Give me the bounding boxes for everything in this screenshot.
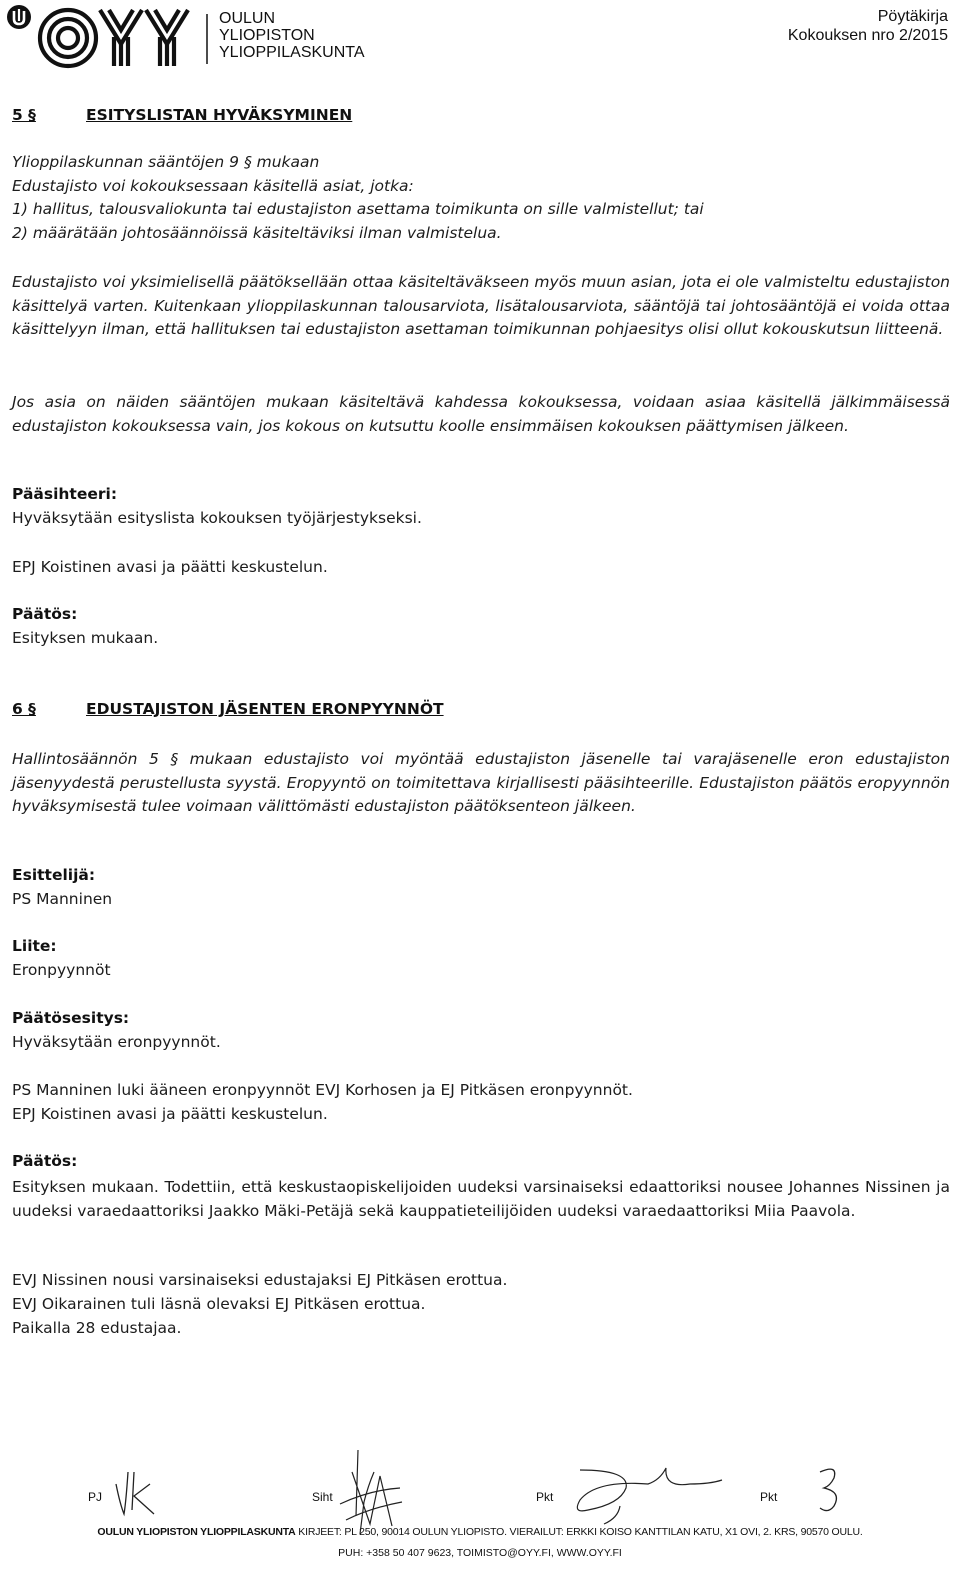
footer-org: OULUN YLIOPISTON YLIOPPILASKUNTA xyxy=(97,1526,296,1538)
minutes-note: EVJ Nissinen nousi varsinaiseksi edustajaksi EJ Pitkäsen erottua. xyxy=(12,1271,508,1289)
decision-label: Päätös: xyxy=(12,605,78,623)
logo-line-2: YLIOPISTON xyxy=(219,27,315,44)
decision-label: Päätös: xyxy=(12,1152,78,1170)
logo-line-1: OULUN xyxy=(219,10,276,27)
signature-pkt-1 xyxy=(560,1462,730,1532)
signature-label-pj: PJ xyxy=(88,1490,103,1504)
footer-address xyxy=(0,1526,960,1538)
signature-pkt-2 xyxy=(812,1462,852,1522)
signature-label-siht: Siht xyxy=(312,1490,333,1504)
proposal-text: Hyväksytään esityslista kokouksen työjärjestykseksi. xyxy=(12,509,422,527)
footer-address-text: KIRJEET: PL 250, 90014 OULUN YLIOPISTO. VIERAILUT: ERKKI KOISO KANTTILAN KATU, X1 OVI, 2. KRS, 90570 OULU. xyxy=(298,1526,863,1538)
decision-text: Esityksen mukaan. xyxy=(12,629,159,647)
signature-label-pkt-2: Pkt xyxy=(760,1490,778,1504)
section-6-intro: Hallintosäännön 5 § mukaan edustajisto voi myöntää edustajiston jäsenelle tai varajäsenelle eron edustajiston jäsenyydestä perustellusta syystä. Eropyyntö on toimitettava kirjallisesti pääsihteerille. Edustajiston päätös eropyynnön hyväksymisestä tulee voimaan välittömästi edustajiston päätöksenteon jälkeen. xyxy=(12,750,950,816)
section-6-number: 6 § xyxy=(12,700,36,718)
attachment-label: Liite: xyxy=(12,937,57,955)
intro-line: 2) määrätään johtosäännöissä käsiteltäviksi ilman valmistelua. xyxy=(12,223,502,242)
signature-label-pkt-1: Pkt xyxy=(536,1490,554,1504)
section-6-title: EDUSTAJISTON JÄSENTEN ERONPYYNNÖT xyxy=(86,700,444,718)
section-5-title: ESITYSLISTAN HYVÄKSYMINEN xyxy=(86,106,353,124)
minutes-note: EPJ Koistinen avasi ja päätti keskustelun. xyxy=(12,1105,328,1123)
section-5-intro xyxy=(12,151,950,245)
section-6-heading xyxy=(12,700,444,718)
logo-line-3: YLIOPPILASKUNTA xyxy=(219,44,365,61)
presenter-name: PS Manninen xyxy=(12,890,113,908)
meeting-number: Kokouksen nro 2/2015 xyxy=(787,27,948,44)
minutes-note: PS Manninen luki ääneen eronpyynnöt EVJ Korhosen ja EJ Pitkäsen eronpyynnöt. xyxy=(12,1081,633,1099)
intro-line: Ylioppilaskunnan sääntöjen 9 § mukaan xyxy=(12,153,320,171)
minutes-note: EVJ Oikarainen tuli läsnä olevaksi EJ Pitkäsen erottua. xyxy=(12,1295,426,1313)
attendance-note: Paikalla 28 edustajaa. xyxy=(12,1319,182,1337)
proposal-label: Pääsihteeri: xyxy=(12,485,118,503)
footer-contact: PUH: +358 50 407 9623, TOIMISTO@OYY.FI, WWW.OYY.FI xyxy=(338,1547,622,1559)
decision-text: Esityksen mukaan. Todettiin, että keskustaopiskelijoiden uudeksi varsinaiseksi edaattoriksi nousee Johannes Nissinen ja uudeksi varaedaattoriksi Jaakko Mäki-Petäjä sekä kauppatieteilijöiden uudeksi varaedaattoriksi Miia Paavola. xyxy=(12,1178,950,1220)
discussion-note: EPJ Koistinen avasi ja päätti keskustelun. xyxy=(12,558,328,576)
section-5-number: 5 § xyxy=(12,106,36,124)
intro-line: 1) hallitus, talousvaliokunta tai edustajiston asettama toimikunta on sille valmistellut; tai xyxy=(12,200,704,219)
section-5-paragraph-1: Edustajisto voi yksimielisellä päätöksellään ottaa käsiteltäväkseen myös muun asian, jota ei ole valmisteltu edustajiston käsittelyä varten. Kuitenkaan ylioppilaskunnan talousarviota, lisätalousarviota, sääntöjä tai johtosääntöjä ei voida ottaa käsittelyyn ilman, että hallituksen tai edustajiston asettaman toimikunnan pohjaesitys olisi ollut kokouskutsun liitteenä. xyxy=(12,273,950,339)
document-meta xyxy=(788,7,948,45)
presenter-label: Esittelijä: xyxy=(12,866,96,884)
logo-wordmark xyxy=(219,10,365,61)
signature-pj xyxy=(112,1462,162,1522)
document-type: Pöytäkirja xyxy=(877,8,948,25)
decision-proposal-text: Hyväksytään eronpyynnöt. xyxy=(12,1033,221,1051)
section-5-paragraph-2: Jos asia on näiden sääntöjen mukaan käsiteltävä kahdessa kokouksessa, voidaan asiaa käsitellä jälkimmäisessä edustajiston kokouksessa vain, jos kokous on kutsuttu koolle ensimmäisen kokouksen päättymisen jälkeen. xyxy=(12,393,950,435)
section-5-heading xyxy=(12,106,352,124)
decision-proposal-label: Päätösesitys: xyxy=(12,1009,130,1027)
attachment-name: Eronpyynnöt xyxy=(12,961,111,979)
intro-line: Edustajisto voi kokouksessaan käsitellä asiat, jotka: xyxy=(12,176,414,195)
